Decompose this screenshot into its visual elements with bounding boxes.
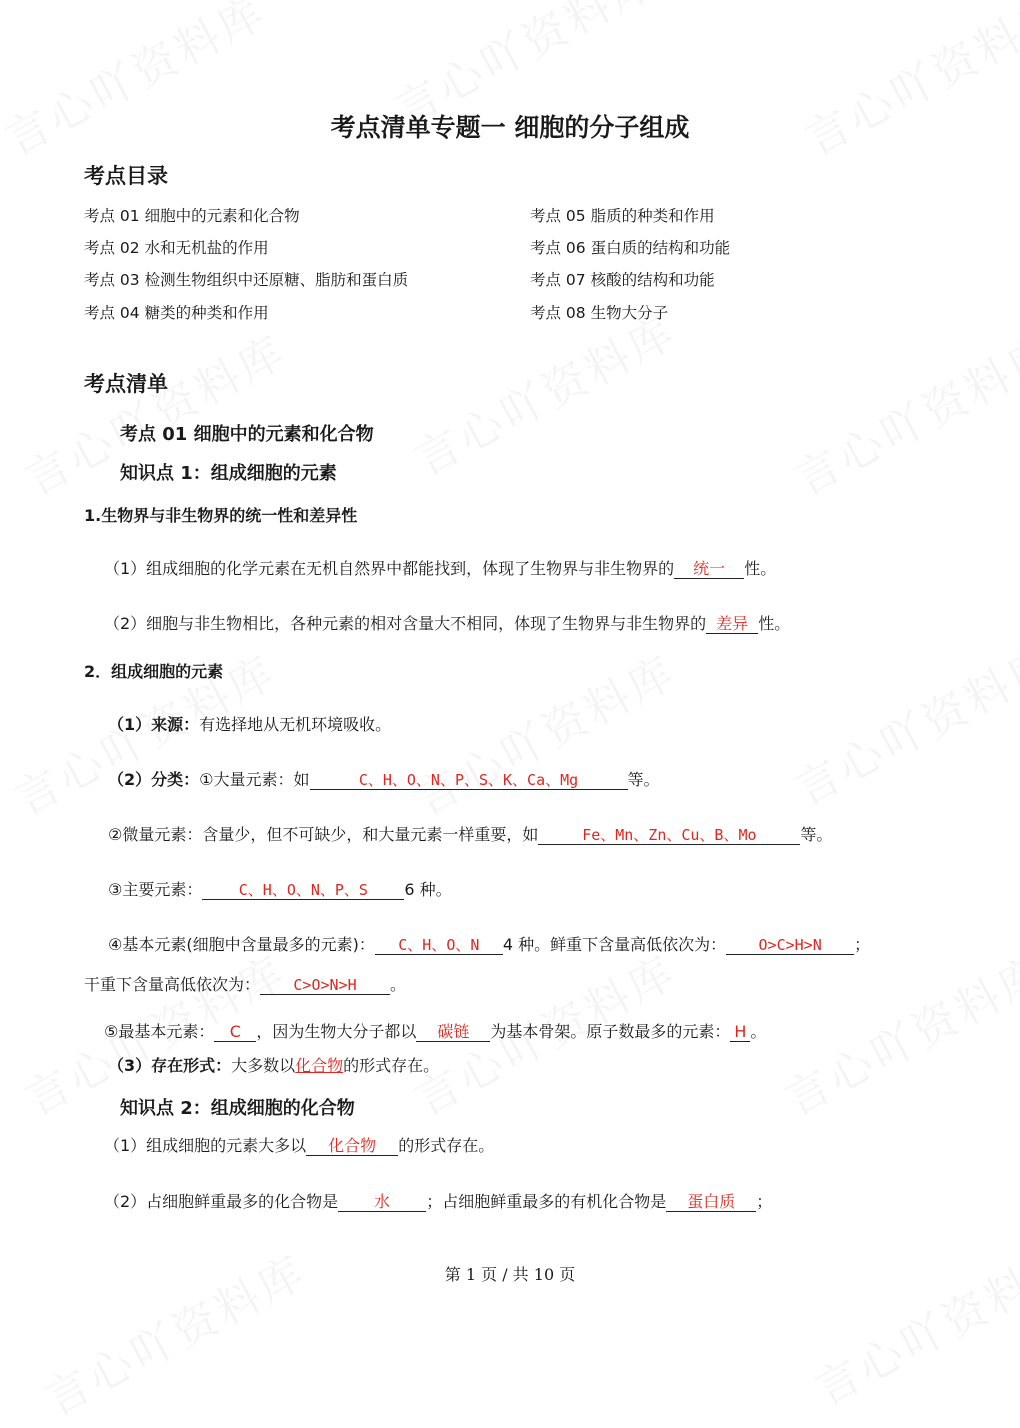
toc-item: 考点 05 脂质的种类和作用 [530, 207, 715, 225]
section-heading: 2．组成细胞的元素 [84, 662, 224, 681]
fill-line: （1）来源：有选择地从无机环境吸收。 [108, 715, 392, 734]
fill-line: （3）存在形式：大多数以化合物的形式存在。 [108, 1056, 440, 1075]
answer-blank: 水 [338, 1192, 426, 1212]
watermark [782, 316, 1020, 508]
answer-underline: 化合物 [295, 1056, 344, 1075]
watermark [782, 626, 1020, 818]
watermark [402, 636, 686, 828]
watermark [402, 296, 686, 488]
page-footer: 第 1 页 / 共 10 页 [444, 1265, 576, 1284]
answer-blank: 统一 [674, 559, 744, 579]
watermark [802, 1226, 1020, 1418]
answer-blank: C>O>N>H [260, 976, 390, 995]
toc-item: 考点 06 蛋白质的结构和功能 [530, 239, 731, 257]
answer-blank: Fe、Mn、Zn、Cu、B、Mo [538, 826, 800, 845]
fill-line: ②微量元素：含量少，但不可缺少，和大量元素一样重要，如 Fe、Mn、Zn、Cu、B、Mo 等。 [108, 825, 833, 844]
watermark [772, 936, 1020, 1128]
fill-line: （1）组成细胞的元素大多以 化合物 的形式存在。 [104, 1136, 495, 1155]
answer-blank: 差异 [706, 614, 758, 634]
fill-line: （2）占细胞鲜重最多的化合物是 水 ；占细胞鲜重最多的有机化合物是 蛋白质 ； [104, 1192, 773, 1211]
toc-item: 考点 02 水和无机盐的作用 [84, 239, 269, 257]
fill-line: ⑤最基本元素： C ，因为生物大分子都以 碳链 为基本骨架。原子数最多的元素： H 。 [104, 1022, 767, 1041]
answer-blank: C [214, 1022, 256, 1042]
toc-heading: 考点目录 [84, 164, 168, 188]
answer-blank: 碳链 [416, 1022, 490, 1042]
fill-line: ④基本元素(细胞中含量最多的元素)： C、H、O、N 4 种。鲜重下含量高低依次为： O>C>H>N ； [108, 935, 871, 954]
page-title: 考点清单专题一 细胞的分子组成 [330, 113, 690, 142]
toc-item: 考点 07 核酸的结构和功能 [530, 271, 715, 289]
answer-blank: 蛋白质 [666, 1192, 756, 1212]
toc-item: 考点 01 细胞中的元素和化合物 [84, 207, 300, 225]
answer-blank: O>C>H>N [726, 936, 854, 955]
answer-blank: 化合物 [306, 1136, 398, 1156]
answer-blank: C、H、O、N、P、S [202, 881, 404, 900]
toc-item: 考点 04 糖类的种类和作用 [84, 304, 269, 322]
toc-item: 考点 08 生物大分子 [530, 304, 669, 322]
answer-blank: H [730, 1022, 750, 1042]
answer-blank: C、H、O、N、P、S、K、Ca、Mg [310, 771, 628, 790]
answer-blank: C、H、O、N [375, 936, 503, 955]
topic-heading: 考点 01 细胞中的元素和化合物 [120, 424, 374, 445]
fill-line: （1）组成细胞的化学元素在无机自然界中都能找到，体现了生物界与非生物界的 统一 性。 [104, 559, 777, 578]
knowledge-point-heading: 知识点 1：组成细胞的元素 [120, 463, 337, 484]
fill-line: 干重下含量高低依次为： C>O>N>H 。 [84, 975, 407, 994]
section-heading: 1.生物界与非生物界的统一性和差异性 [84, 506, 358, 525]
fill-line: （2）分类：①大量元素：如 C、H、O、N、P、S、K、Ca、Mg 等。 [108, 770, 660, 789]
knowledge-point-heading: 知识点 2：组成细胞的化合物 [120, 1098, 355, 1119]
fill-line: ③主要元素： C、H、O、N、P、S 6 种。 [108, 880, 452, 899]
toc-item: 考点 03 检测生物组织中还原糖、脂肪和蛋白质 [84, 271, 409, 289]
list-heading: 考点清单 [84, 372, 168, 396]
fill-line: （2）细胞与非生物相比，各种元素的相对含量大不相同，体现了生物界与非生物界的 差异 性。 [104, 614, 791, 633]
